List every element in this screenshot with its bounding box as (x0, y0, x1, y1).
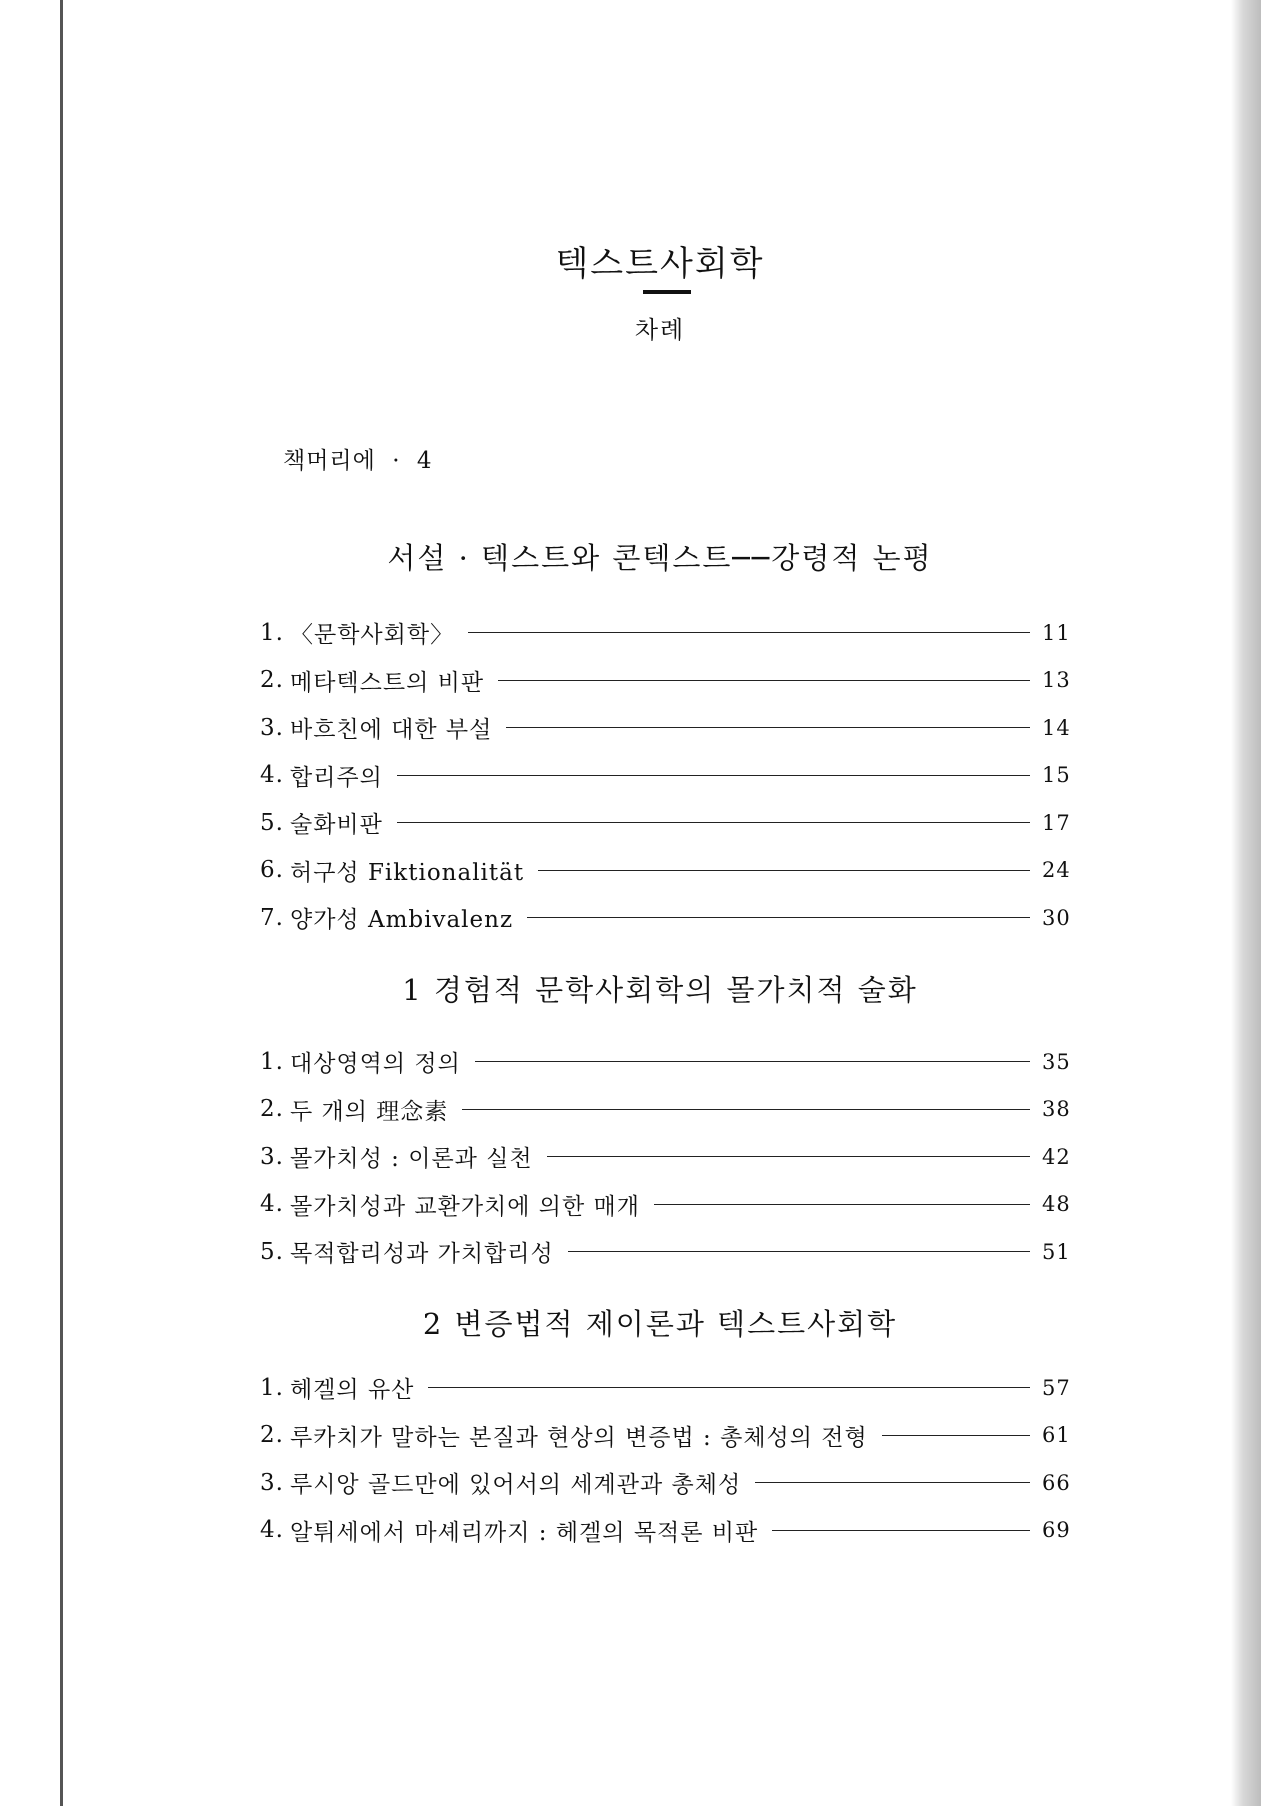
leader-line (568, 1251, 1030, 1252)
toc-entry[interactable] (260, 609, 1070, 657)
leader-line (654, 1204, 1030, 1205)
entry-number: 1. (260, 619, 284, 646)
entry-number: 4. (260, 1191, 284, 1218)
toc-entry[interactable] (260, 1459, 1070, 1507)
entry-number: 4. (260, 1517, 284, 1544)
leader-line (397, 775, 1030, 776)
entry-label: 양가성 Ambivalenz (290, 907, 514, 934)
leader-line (498, 680, 1030, 681)
entry-number: 2. (260, 667, 284, 694)
entry-number: 3. (260, 1143, 284, 1170)
entry-label: 두 개의 理念素 (290, 1098, 449, 1125)
entry-label: 알튀세에서 마셰리까지 : 헤겔의 목적론 비판 (290, 1519, 759, 1546)
leader-line (462, 1109, 1030, 1110)
preface-separator: · (392, 448, 401, 474)
toc-entry[interactable] (260, 752, 1070, 800)
preface-entry[interactable] (283, 442, 432, 475)
toc-list-1 (260, 1038, 1070, 1276)
toc-entry[interactable] (260, 1133, 1070, 1181)
entry-label: 몰가치성 : 이론과 실천 (290, 1146, 533, 1173)
toc-entry[interactable] (260, 847, 1070, 895)
entry-page: 30 (1042, 905, 1071, 930)
entry-label: 술화비판 (290, 812, 383, 839)
entry-page: 38 (1042, 1097, 1071, 1122)
leader-line (428, 1387, 1030, 1388)
toc-list-intro (260, 609, 1070, 942)
entry-number: 5. (260, 1238, 284, 1265)
toc-entry[interactable] (260, 1412, 1070, 1460)
entry-page: 14 (1042, 715, 1071, 740)
entry-label: 목적합리성과 가치합리성 (290, 1241, 554, 1268)
section-heading-2: 2 변증법적 제이론과 텍스트사회학 (422, 1307, 898, 1341)
section-heading-intro: 서설 · 텍스트와 콘텍스트──강령적 논평 (387, 541, 933, 575)
entry-page: 69 (1042, 1518, 1071, 1543)
entry-number: 6. (260, 857, 284, 884)
entry-label: 허구성 Fiktionalität (290, 859, 525, 886)
toc-entry[interactable] (260, 657, 1070, 705)
entry-number: 1. (260, 1048, 284, 1075)
entry-number: 2. (260, 1096, 284, 1123)
toc-entry[interactable] (260, 799, 1070, 847)
leader-line (527, 917, 1030, 918)
preface-label: 책머리에 (283, 448, 376, 474)
toc-entry[interactable] (260, 1086, 1070, 1134)
leader-line (468, 632, 1030, 633)
entry-label: 대상영역의 정의 (290, 1051, 461, 1078)
toc-entry[interactable] (260, 894, 1070, 942)
toc-entry[interactable] (260, 1181, 1070, 1229)
entry-label: 메타텍스트의 비판 (290, 669, 485, 696)
entry-page: 48 (1042, 1192, 1071, 1217)
leader-line (538, 870, 1030, 871)
entry-page: 61 (1042, 1423, 1071, 1448)
leader-line (506, 727, 1030, 728)
leader-line (882, 1435, 1030, 1436)
entry-label: 헤겔의 유산 (290, 1377, 415, 1404)
entry-number: 4. (260, 762, 284, 789)
entry-page: 13 (1042, 668, 1071, 693)
leader-line (475, 1061, 1030, 1062)
section-heading-1: 1 경험적 문학사회학의 몰가치적 술화 (402, 973, 918, 1007)
entry-number: 7. (260, 904, 284, 931)
entry-page: 17 (1042, 810, 1071, 835)
preface-page: 4 (416, 448, 433, 474)
entry-number: 3. (260, 714, 284, 741)
entry-label: 합리주의 (290, 764, 383, 791)
entry-page: 51 (1042, 1239, 1071, 1264)
entry-page: 35 (1042, 1049, 1071, 1074)
leader-line (397, 822, 1030, 823)
entry-label: 바흐친에 대한 부설 (290, 717, 493, 744)
entry-page: 15 (1042, 763, 1071, 788)
entry-number: 1. (260, 1374, 284, 1401)
entry-page: 42 (1042, 1144, 1071, 1169)
entry-label: 루시앙 골드만에 있어서의 세계관과 총체성 (290, 1472, 742, 1499)
entry-label: 루카치가 말하는 본질과 현상의 변증법 : 총체성의 전형 (290, 1424, 868, 1451)
toc-entry[interactable] (260, 704, 1070, 752)
entry-page: 57 (1042, 1375, 1071, 1400)
toc-entry[interactable] (260, 1038, 1070, 1086)
entry-number: 2. (260, 1422, 284, 1449)
toc-entry[interactable] (260, 1228, 1070, 1276)
entry-page: 24 (1042, 858, 1071, 883)
entry-page: 11 (1042, 620, 1071, 645)
entry-number: 5. (260, 809, 284, 836)
entry-label: 〈문학사회학〉 (290, 622, 455, 649)
leader-line (547, 1156, 1030, 1157)
leader-line (772, 1530, 1030, 1531)
leader-line (755, 1482, 1030, 1483)
toc-entry[interactable] (260, 1507, 1070, 1555)
toc-list-2 (260, 1364, 1070, 1554)
toc-entry[interactable] (260, 1364, 1070, 1412)
book-title: 텍스트사회학 (555, 244, 765, 284)
entry-page: 66 (1042, 1470, 1071, 1495)
contents-subtitle: 차례 (634, 316, 686, 344)
title-rule (643, 290, 691, 294)
entry-number: 3. (260, 1469, 284, 1496)
entry-label: 몰가치성과 교환가치에 의한 매개 (290, 1193, 640, 1220)
